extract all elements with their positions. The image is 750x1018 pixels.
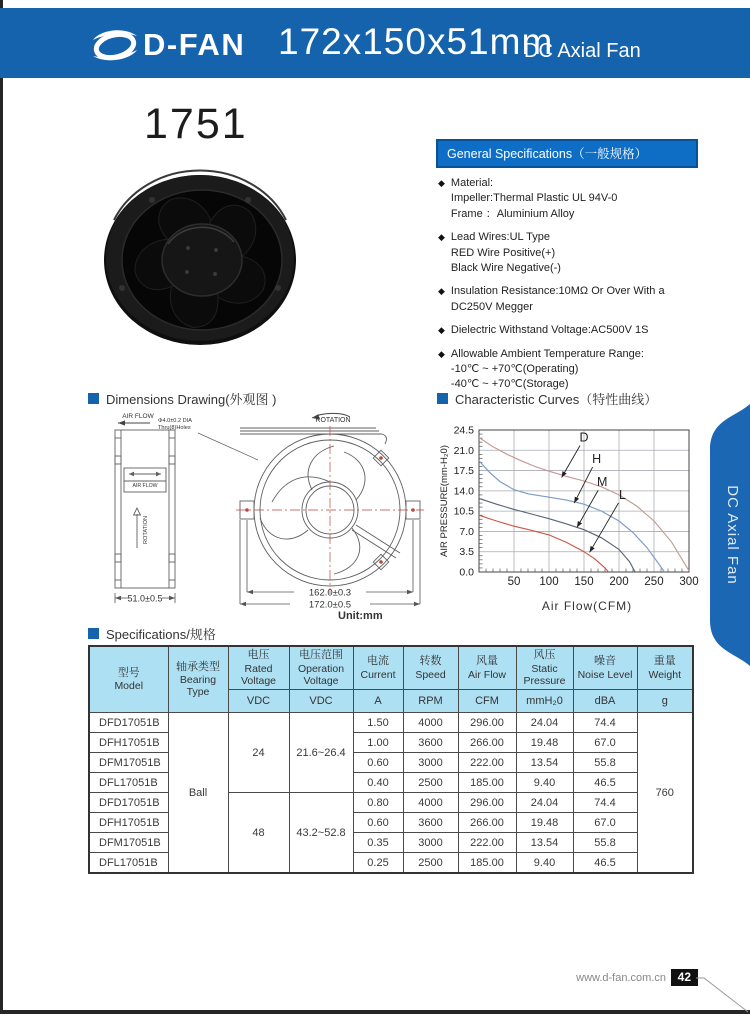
column-unit: A: [353, 690, 403, 713]
air-flow-cell: 296.00: [458, 713, 516, 733]
y-tick-label: 17.5: [453, 465, 474, 478]
blue-square-bullet-icon: [88, 393, 99, 404]
column-header-cn: 风压: [533, 649, 556, 662]
spec-line: -40℃ ~ +70℃(Storage): [450, 378, 569, 391]
y-tick-label: 7.0: [459, 525, 474, 538]
footer-website: www.d-fan.com.cn: [576, 972, 666, 984]
column-header: [289, 646, 353, 690]
section-characteristic-curves: [437, 389, 657, 408]
speed-cell: 3600: [403, 733, 458, 753]
static-pressure-cell: 13.54: [516, 753, 573, 773]
spec-line: Allowable Ambient Temperature Range:: [450, 347, 644, 360]
noise-level-cell: 67.0: [573, 813, 637, 833]
column-header-en: Rated Voltage: [240, 662, 277, 687]
section-dimensions-drawing: [88, 389, 276, 408]
column-header: [168, 646, 228, 713]
spec-line: Frame ：Aluminium Alloy: [450, 207, 575, 220]
blue-square-bullet-icon: [88, 628, 99, 639]
spec-line: Insulation Resistance:10MΩ Or Over With a: [450, 285, 665, 298]
diamond-bullet-icon: ◆: [438, 178, 445, 188]
column-unit: VDC: [289, 690, 353, 713]
table-header-row: [89, 646, 693, 690]
column-header: [89, 646, 168, 713]
spec-bullet-item: [436, 284, 698, 315]
noise-level-cell: 55.8: [573, 753, 637, 773]
current-cell: 0.40: [353, 773, 403, 793]
operation-voltage-cell: 21.6~26.4: [289, 713, 353, 793]
column-header-cn: 型号: [117, 666, 140, 679]
dimensions-title: Dimensions Drawing(外观图 ): [106, 392, 277, 407]
x-tick-label: 300: [679, 576, 699, 588]
rated-voltage-cell: 24: [228, 713, 289, 793]
dimensions-drawing: [90, 408, 430, 620]
column-header-cn: 转数: [419, 655, 442, 668]
speed-cell: 4000: [403, 713, 458, 733]
holes-label-line1: Φ4.0±0.2 DIA: [158, 418, 192, 424]
static-pressure-cell: 9.40: [516, 773, 573, 793]
chart-x-axis-label: Air Flow(CFM): [541, 599, 633, 613]
current-cell: 0.60: [353, 753, 403, 773]
footer-corner-line: [688, 965, 750, 1015]
brand-name: D-FAN: [143, 27, 246, 62]
column-header-cn: 风量: [476, 655, 498, 668]
noise-level-cell: 67.0: [573, 733, 637, 753]
rotation-side-label: ROTATION: [143, 515, 149, 545]
x-tick-label: 250: [644, 576, 664, 588]
static-pressure-cell: 19.48: [516, 813, 573, 833]
model-cell: DFH17051B: [89, 733, 168, 753]
noise-level-cell: 74.4: [573, 793, 637, 813]
column-header-en: Speed: [415, 668, 446, 681]
dc-axial-fan-side-tab: [700, 404, 750, 666]
airflow-box-label: AIR FLOW: [132, 483, 158, 489]
column-header: [353, 646, 403, 690]
spec-line: Lead Wires:UL Type: [450, 231, 550, 244]
page-number-badge: 42: [671, 969, 698, 986]
curve-label-leader: [590, 503, 619, 552]
weight-cell: 760: [637, 713, 693, 874]
column-unit: CFM: [458, 690, 516, 713]
spec-line: RED Wire Positive(+): [450, 246, 556, 259]
air-flow-cell: 296.00: [458, 793, 516, 813]
column-header-cn: 电压: [247, 649, 270, 662]
specifications-table-body: [89, 713, 693, 874]
static-pressure-cell: 24.04: [516, 793, 573, 813]
column-header: [403, 646, 458, 690]
spec-line: DC250V Megger: [450, 300, 533, 313]
column-header-en: Model: [114, 680, 144, 693]
current-cell: 0.35: [353, 833, 403, 853]
y-tick-label: 0.0: [459, 566, 474, 579]
column-header-en: Operation Voltage: [297, 662, 345, 687]
spec-bullet-text: [451, 347, 644, 393]
fan-product-photo: [100, 168, 300, 348]
model-cell: DFD17051B: [89, 793, 168, 813]
curve-L: [479, 515, 609, 572]
spec-line: Dielectric Withstand Voltage:AC500V 1S: [450, 324, 649, 337]
static-pressure-cell: 9.40: [516, 853, 573, 874]
table-row: [89, 713, 693, 733]
model-cell: DFL17051B: [89, 773, 168, 793]
x-tick-label: 200: [609, 576, 629, 588]
page-bottom-edge: [0, 1010, 750, 1014]
product-subtitle: DC Axial Fan: [524, 40, 641, 62]
spec-bullet-text: [451, 230, 561, 276]
curve-label-leader: [574, 467, 592, 503]
fan-swoosh-icon: [90, 28, 140, 62]
column-header-cn: 噪音: [594, 655, 616, 668]
air-flow-cell: 185.00: [458, 773, 516, 793]
model-cell: DFM17051B: [89, 753, 168, 773]
spec-bullet-item: [436, 176, 698, 222]
air-flow-cell: 266.00: [458, 813, 516, 833]
current-cell: 1.50: [353, 713, 403, 733]
column-header: [228, 646, 289, 690]
diamond-bullet-icon: ◆: [438, 325, 445, 336]
header-bar: [0, 8, 750, 78]
general-specifications-panel: [436, 139, 698, 393]
curve-label-D: D: [579, 430, 589, 445]
column-unit: mmH₂0: [516, 690, 573, 713]
noise-level-cell: 74.4: [573, 713, 637, 733]
column-unit: dBA: [573, 690, 637, 713]
dim-side-label: 51.0±0.5: [127, 593, 163, 604]
curve-label-L: L: [619, 487, 626, 502]
section-specifications: [88, 624, 216, 643]
spec-bullet-item: [436, 323, 698, 338]
model-cell: DFH17051B: [89, 813, 168, 833]
holes-label-line2: Thru(8)Holes: [158, 425, 191, 431]
noise-level-cell: 46.5: [573, 773, 637, 793]
column-unit: VDC: [228, 690, 289, 713]
current-cell: 1.00: [353, 733, 403, 753]
column-header-cn: 轴承类型: [176, 660, 220, 673]
x-tick-label: 150: [574, 576, 594, 588]
bearing-type-cell: Ball: [168, 713, 228, 874]
column-header: [573, 646, 637, 690]
curve-label-H: H: [592, 452, 602, 467]
diamond-bullet-icon: ◆: [438, 232, 445, 243]
speed-cell: 3600: [403, 813, 458, 833]
column-header-en: Noise Level: [577, 668, 633, 681]
column-header: [458, 646, 516, 690]
spec-line: Impeller:Thermal Plastic UL 94V-0: [450, 192, 618, 205]
speed-cell: 2500: [403, 773, 458, 793]
airflow-label: AIR FLOW: [122, 413, 154, 420]
dim-outer-label: 172.0±0.5: [308, 599, 352, 611]
unit-label: Unit:mm: [338, 610, 383, 620]
curve-label-arrowhead: [577, 521, 582, 527]
spec-bullet-text: [451, 284, 665, 315]
diamond-bullet-icon: ◆: [438, 348, 445, 359]
column-header-en: Air Flow: [468, 668, 506, 681]
spec-bullet-text: [451, 176, 618, 222]
curve-M: [479, 498, 635, 572]
model-cell: DFL17051B: [89, 853, 168, 874]
y-tick-label: 21.0: [453, 444, 474, 457]
curve-label-M: M: [596, 475, 608, 490]
specifications-title: Specifications/规格: [106, 627, 216, 642]
general-specifications-list: [436, 176, 698, 393]
specifications-table-head: [89, 646, 693, 713]
column-header: [516, 646, 573, 690]
speed-cell: 4000: [403, 793, 458, 813]
column-unit: RPM: [403, 690, 458, 713]
characteristic-curves-chart: [437, 410, 700, 617]
static-pressure-cell: 24.04: [516, 713, 573, 733]
column-header-cn: 电压范围: [299, 649, 343, 662]
noise-level-cell: 55.8: [573, 833, 637, 853]
rated-voltage-cell: 48: [228, 793, 289, 874]
spec-line: Black Wire Negative(-): [450, 261, 561, 274]
x-tick-label: 100: [539, 576, 559, 588]
rotation-front-label: ROTATION: [315, 417, 351, 424]
air-flow-cell: 266.00: [458, 733, 516, 753]
column-header-en: Weight: [648, 668, 681, 681]
column-header-cn: 重量: [653, 655, 676, 668]
product-size-title: 172x150x51mm: [278, 21, 554, 62]
diamond-bullet-icon: ◆: [438, 286, 445, 297]
page-left-edge: [0, 0, 3, 1014]
y-tick-label: 3.5: [459, 546, 474, 559]
current-cell: 0.60: [353, 813, 403, 833]
speed-cell: 3000: [403, 753, 458, 773]
brand-logo: [90, 27, 245, 63]
column-header-en: Current: [360, 668, 396, 681]
air-flow-cell: 185.00: [458, 853, 516, 874]
static-pressure-cell: 13.54: [516, 833, 573, 853]
speed-cell: 2500: [403, 853, 458, 874]
chart-y-axis-label: AIR PRESSURE(mm-H₂0): [439, 445, 450, 557]
operation-voltage-cell: 43.2~52.8: [289, 793, 353, 874]
column-header: [637, 646, 693, 690]
side-tab-label: DC Axial Fan: [724, 485, 741, 585]
model-number: 1751: [144, 100, 248, 148]
y-tick-label: 14.0: [453, 485, 474, 498]
column-header-cn: 电流: [367, 655, 389, 668]
current-cell: 0.80: [353, 793, 403, 813]
spec-bullet-item: [436, 347, 698, 393]
column-header-en: Bearing Type: [179, 674, 217, 699]
spec-bullet-text: [451, 323, 649, 338]
spec-bullet-item: [436, 230, 698, 276]
x-tick-label: 50: [507, 576, 521, 588]
air-flow-cell: 222.00: [458, 753, 516, 773]
dim-inner-label: 162.0±0.3: [308, 587, 352, 599]
column-header-en: Static Pressure: [523, 662, 566, 687]
spec-line: -10℃ ~ +70℃(Operating): [450, 362, 579, 375]
speed-cell: 3000: [403, 833, 458, 853]
noise-level-cell: 46.5: [573, 853, 637, 874]
model-cell: DFM17051B: [89, 833, 168, 853]
y-tick-label: 10.5: [453, 505, 474, 518]
static-pressure-cell: 19.48: [516, 733, 573, 753]
spec-line: Material:: [450, 177, 494, 189]
model-cell: DFD17051B: [89, 713, 168, 733]
general-specifications-title: General Specifications（一般规格）: [436, 139, 698, 168]
current-cell: 0.25: [353, 853, 403, 874]
air-flow-cell: 222.00: [458, 833, 516, 853]
blue-square-bullet-icon: [437, 393, 448, 404]
y-tick-label: 24.5: [453, 424, 474, 437]
specifications-table: [88, 645, 694, 874]
column-unit: g: [637, 690, 693, 713]
curves-title: Characteristic Curves（特性曲线）: [455, 392, 658, 407]
